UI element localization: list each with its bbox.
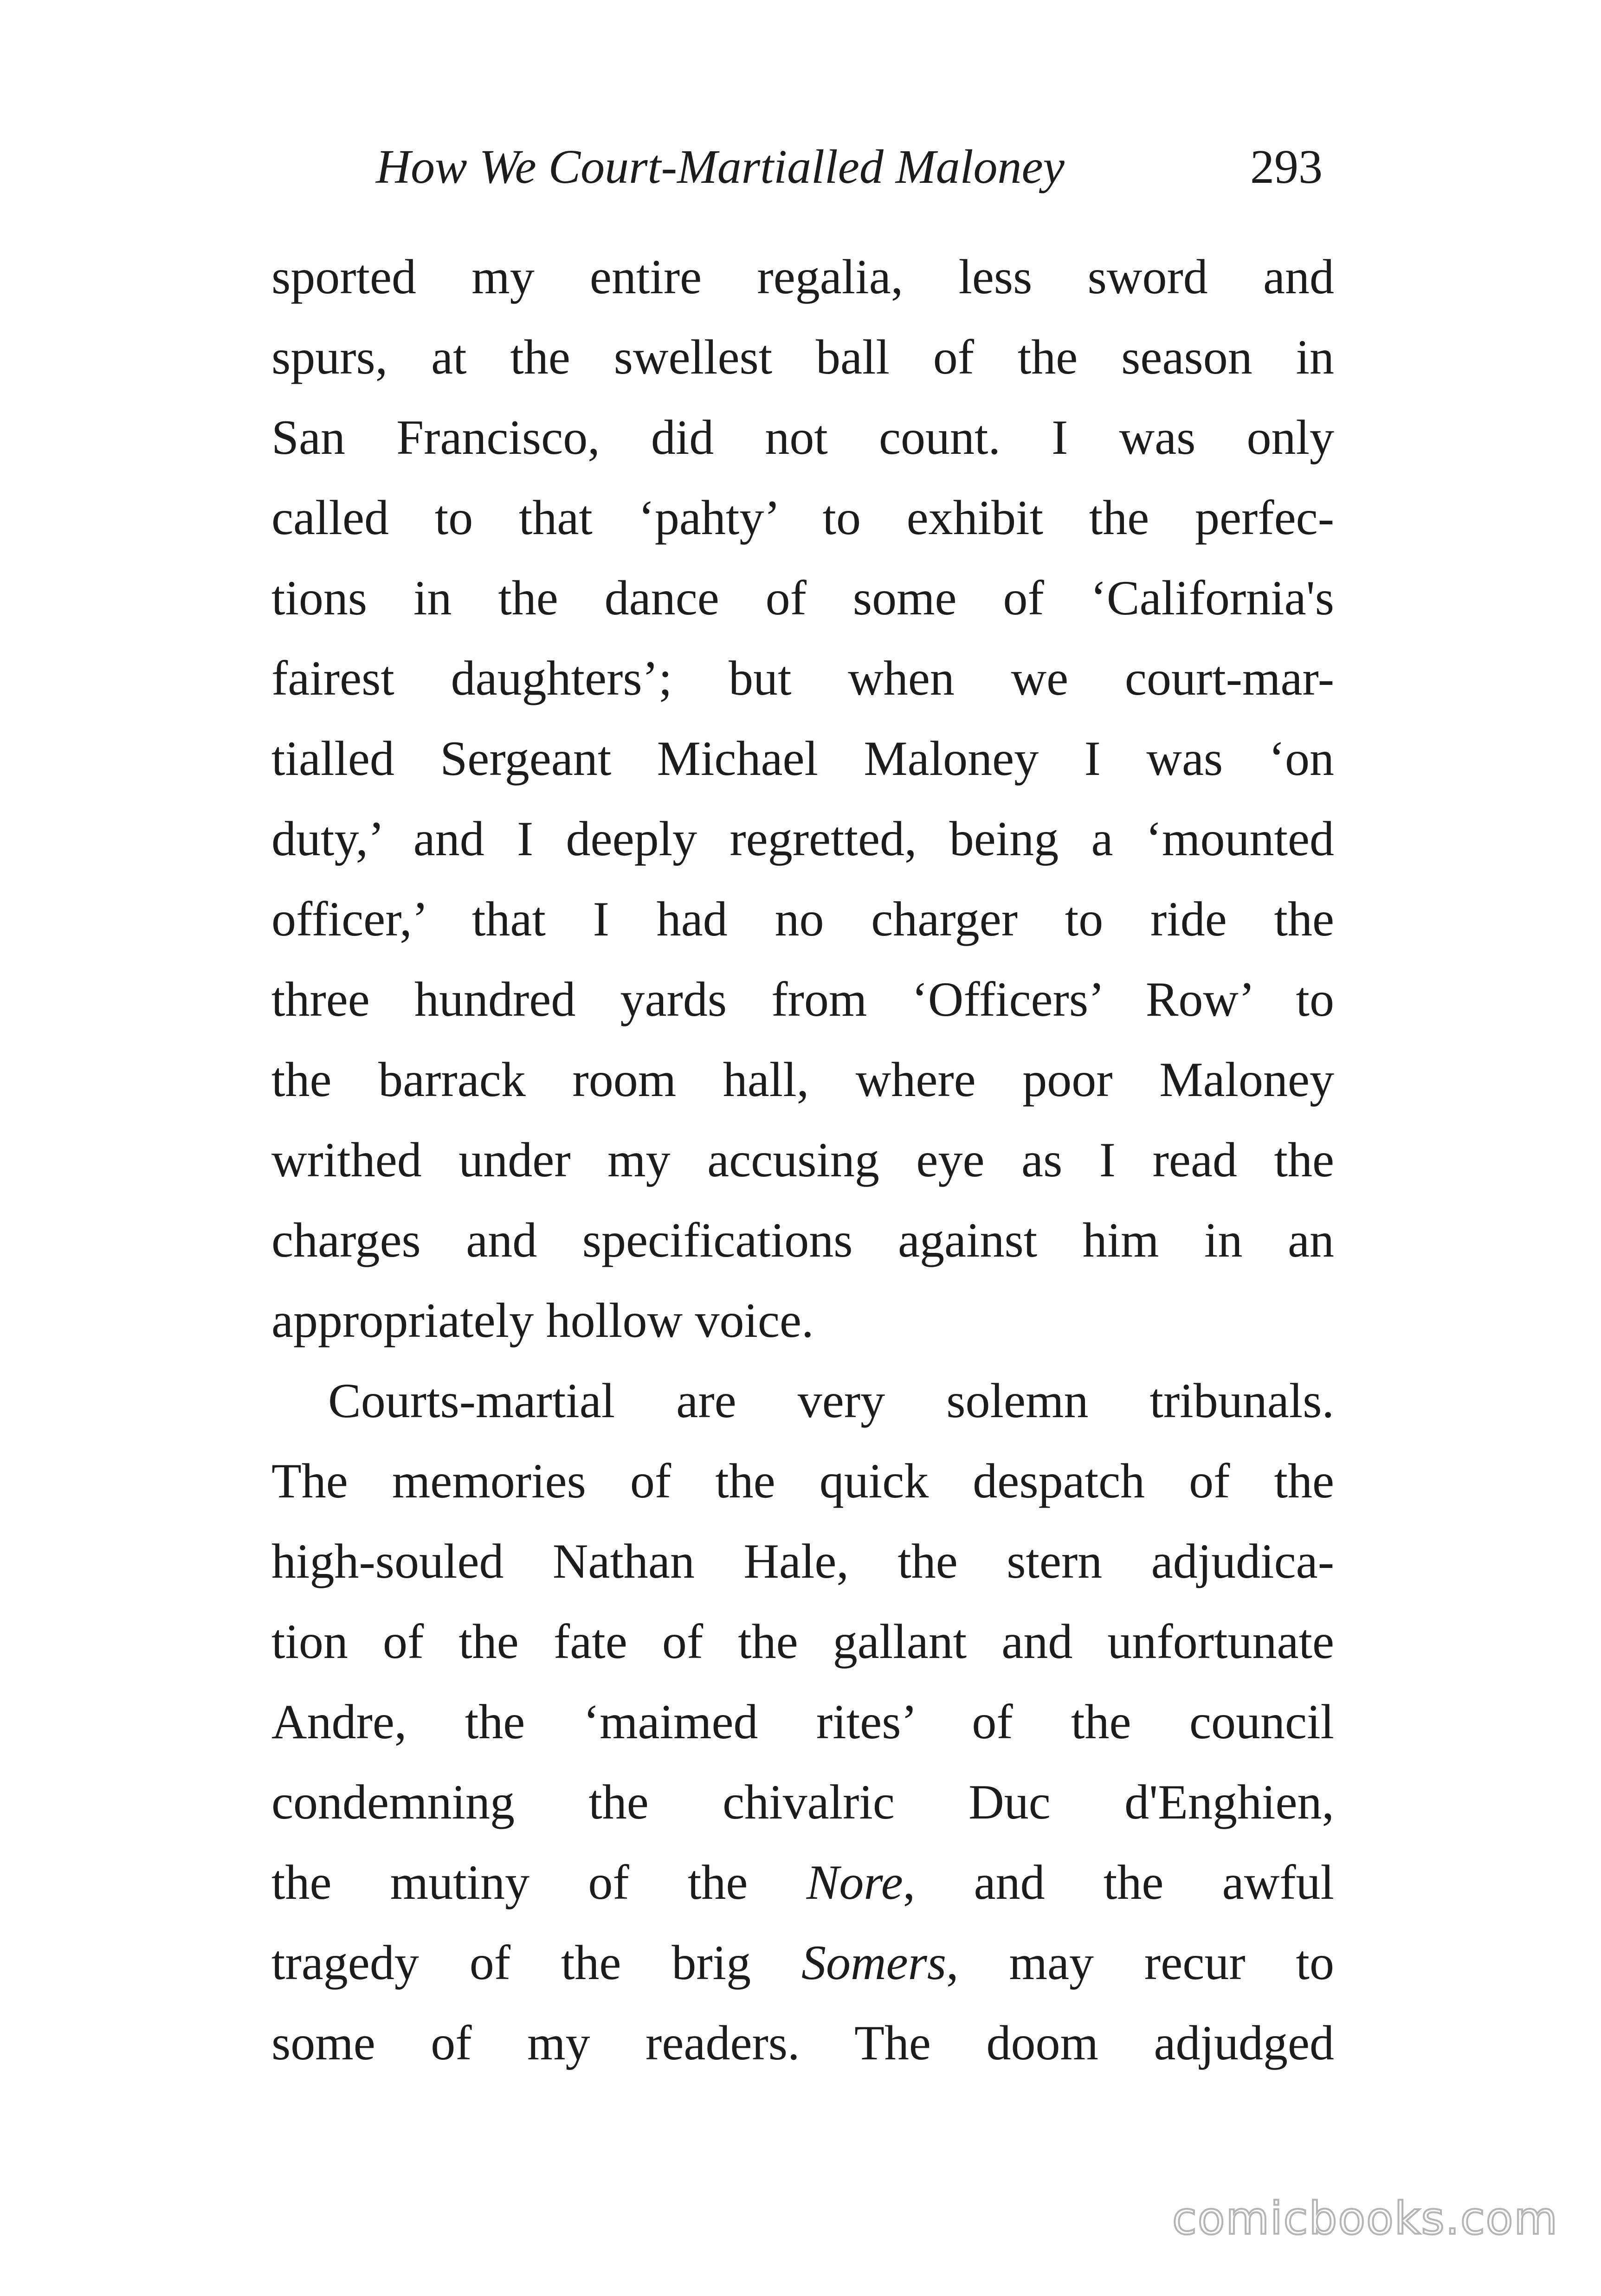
running-head [376,135,1323,200]
text-line: spurs, at the swellest ball of the season in [271,330,1334,384]
text-line: charges and specifications against him in an [271,1213,1334,1267]
text-line: high-souled Nathan Hale, the stern adjudica- [271,1534,1334,1588]
text-line: tion of the fate of the gallant and unfortunate [271,1614,1334,1669]
text-line: Andre, the ‘maimed rites’ of the council [271,1695,1334,1749]
text-fragment: , may recur to [946,1935,1334,1990]
text-line: condemning the chivalric Duc d'Enghien, [271,1775,1334,1829]
text-fragment: the mutiny of the [271,1855,807,1909]
text-line: tialled Sergeant Michael Maloney I was ‘on [271,731,1334,786]
text-line: The memories of the quick despatch of the [271,1454,1334,1508]
text-line: officer,’ that I had no charger to ride the [271,892,1334,946]
text-line: three hundred yards from ‘Officers’ Row’ to [271,972,1334,1026]
text-line: called to that ‘pahty’ to exhibit the perfec- [271,490,1334,545]
text-line: sported my entire regalia, less sword and [271,250,1334,304]
text-line: some of my readers. The doom adjudged [271,2016,1334,2070]
text-fragment: , and the awful [903,1855,1334,1909]
text-line: appropriately hollow voice. [271,1293,814,1348]
body-text [271,237,1334,2083]
watermark-logo: comicbooks.com [1172,2193,1558,2244]
text-line: tions in the dance of some of ‘California's [271,571,1334,625]
text-line: San Francisco, did not count. I was only [271,410,1334,464]
text-line-with-italic [271,1922,1334,2003]
ship-name-italic: Nore [806,1855,903,1909]
text-line: the barrack room hall, where poor Maloney [271,1052,1334,1107]
text-line: writhed under my accusing eye as I read the [271,1133,1334,1187]
text-fragment: tragedy of the brig [271,1935,802,1990]
text-line: duty,’ and I deeply regretted, being a ‘mounted [271,812,1334,866]
text-line: Courts-martial are very solemn tribunals. [328,1374,1334,1428]
text-line-with-italic [271,1842,1334,1922]
page-number: 293 [1250,140,1323,193]
text-line: fairest daughters’; but when we court-mar- [271,651,1334,705]
ship-name-italic: Somers [801,1935,947,1990]
running-title: How We Court-Martialled Maloney [376,140,1065,193]
